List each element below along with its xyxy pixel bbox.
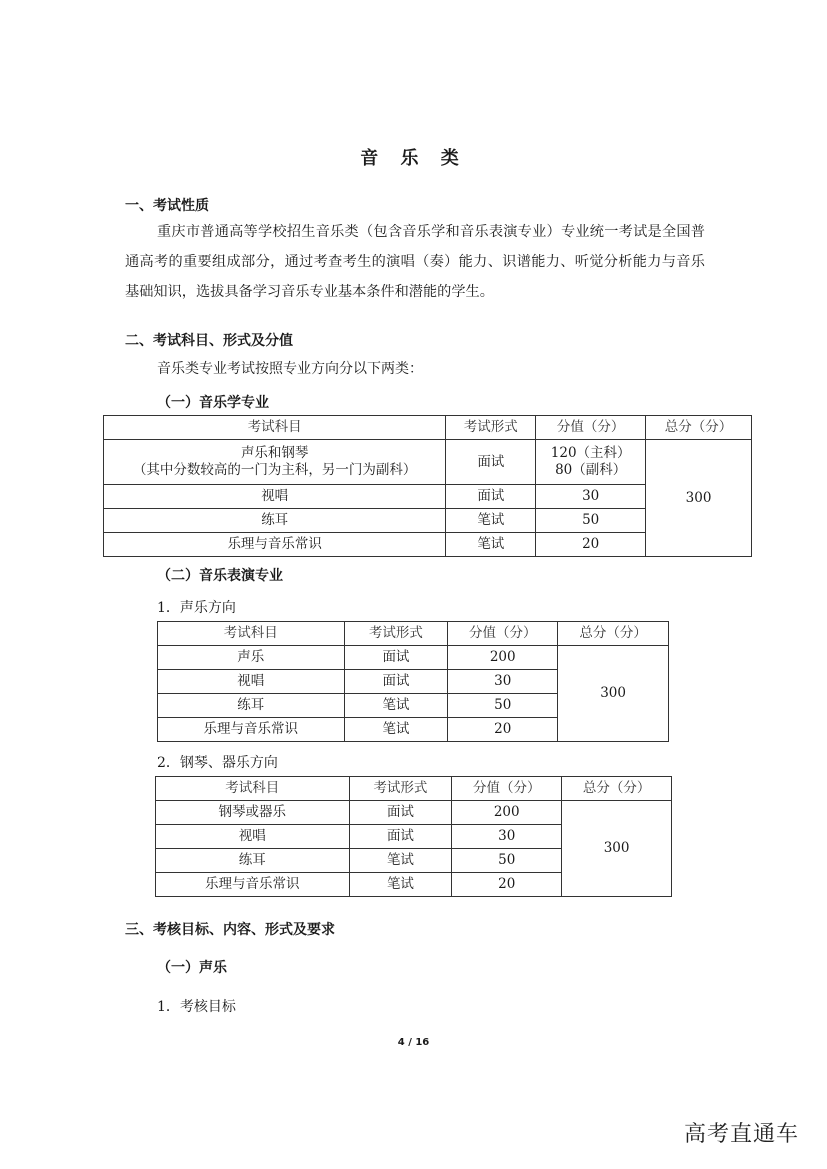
table-vocal	[157, 621, 669, 742]
col-header-form: 考试形式	[344, 622, 448, 646]
table-musicology	[103, 415, 752, 557]
form-cell: 面试	[344, 646, 448, 670]
score-cell: 20	[536, 533, 646, 557]
subsection-heading-musicology: （一）音乐学专业	[157, 395, 269, 411]
col-header-score: 分值（分）	[448, 622, 558, 646]
subsection-heading-vocal: （一）声乐	[157, 960, 227, 976]
page-title: 音 乐 类	[360, 148, 467, 169]
score-cell: 30	[452, 825, 562, 849]
total-cell: 300	[646, 440, 752, 557]
score-cell: 20	[452, 873, 562, 897]
col-header-score: 分值（分）	[536, 416, 646, 440]
form-cell: 笔试	[349, 873, 452, 897]
total-cell: 300	[558, 646, 669, 742]
assessment-goal-label: 1．考核目标	[157, 999, 236, 1015]
col-header-subject: 考试科目	[156, 777, 350, 801]
subject-cell: 视唱	[158, 670, 345, 694]
form-cell: 面试	[344, 670, 448, 694]
section-heading-subjects: 二、考试科目、形式及分值	[125, 333, 293, 349]
form-cell: 笔试	[446, 509, 536, 533]
table-row	[158, 646, 669, 670]
score-cell: 200	[452, 801, 562, 825]
section-body-exam-nature: 重庆市普通高等学校招生音乐类（包含音乐学和音乐表演专业）专业统一考试是全国普通高考的重要组成部分，通过考查考生的演唱（奏）能力、识谱能力、听觉分析能力与音乐基础知识，选拔具备学习音乐专业基本条件和潜能的学生。	[125, 224, 705, 300]
col-header-form: 考试形式	[446, 416, 536, 440]
col-header-total: 总分（分）	[646, 416, 752, 440]
subject-cell: 钢琴或器乐	[156, 801, 350, 825]
score-cell: 200	[448, 646, 558, 670]
table-row	[104, 440, 752, 485]
section-heading-exam-nature: 一、考试性质	[125, 198, 209, 214]
score-cell: 50	[536, 509, 646, 533]
vocal-direction-label: 1．声乐方向	[157, 600, 236, 616]
subject-cell: 声乐	[158, 646, 345, 670]
subject-cell: 乐理与音乐常识	[158, 718, 345, 742]
watermark-logo: 高考直通车	[683, 1122, 799, 1147]
subject-cell: 练耳	[104, 509, 446, 533]
col-header-total: 总分（分）	[562, 777, 672, 801]
col-header-total: 总分（分）	[558, 622, 669, 646]
subject-cell: 练耳	[158, 694, 345, 718]
subject-note: （其中分数较高的一门为主科，另一门为副科）	[132, 462, 417, 478]
subject-cell: 练耳	[156, 849, 350, 873]
subject-cell: 视唱	[104, 485, 446, 509]
subsection-heading-performance: （二）音乐表演专业	[157, 568, 283, 584]
score-main: 120（主科）	[550, 445, 631, 461]
form-cell: 面试	[446, 440, 536, 485]
score-cell: 20	[448, 718, 558, 742]
score-minor: 80（副科）	[555, 462, 627, 478]
col-header-subject: 考试科目	[104, 416, 446, 440]
form-cell: 面试	[349, 825, 452, 849]
table-row	[156, 801, 672, 825]
score-cell: 50	[448, 694, 558, 718]
form-cell: 笔试	[344, 694, 448, 718]
score-cell: 50	[452, 849, 562, 873]
form-cell: 笔试	[344, 718, 448, 742]
table-instrument	[155, 776, 672, 897]
form-cell: 笔试	[349, 849, 452, 873]
col-header-score: 分值（分）	[452, 777, 562, 801]
form-cell: 面试	[349, 801, 452, 825]
total-cell: 300	[562, 801, 672, 897]
subjects-intro: 音乐类专业考试按照专业方向分以下两类：	[157, 361, 423, 377]
subject-line: 声乐和钢琴	[240, 445, 309, 461]
subject-cell: 视唱	[156, 825, 350, 849]
form-cell: 笔试	[446, 533, 536, 557]
col-header-subject: 考试科目	[158, 622, 345, 646]
form-cell: 面试	[446, 485, 536, 509]
score-cell	[536, 440, 646, 485]
subject-cell: 乐理与音乐常识	[156, 873, 350, 897]
page-number: 4 / 16	[397, 1037, 430, 1048]
section-heading-assessment: 三、考核目标、内容、形式及要求	[125, 922, 335, 938]
subject-cell: 乐理与音乐常识	[104, 533, 446, 557]
score-cell: 30	[448, 670, 558, 694]
instrument-direction-label: 2．钢琴、器乐方向	[157, 755, 278, 771]
score-cell: 30	[536, 485, 646, 509]
subject-cell	[104, 440, 446, 485]
col-header-form: 考试形式	[349, 777, 452, 801]
